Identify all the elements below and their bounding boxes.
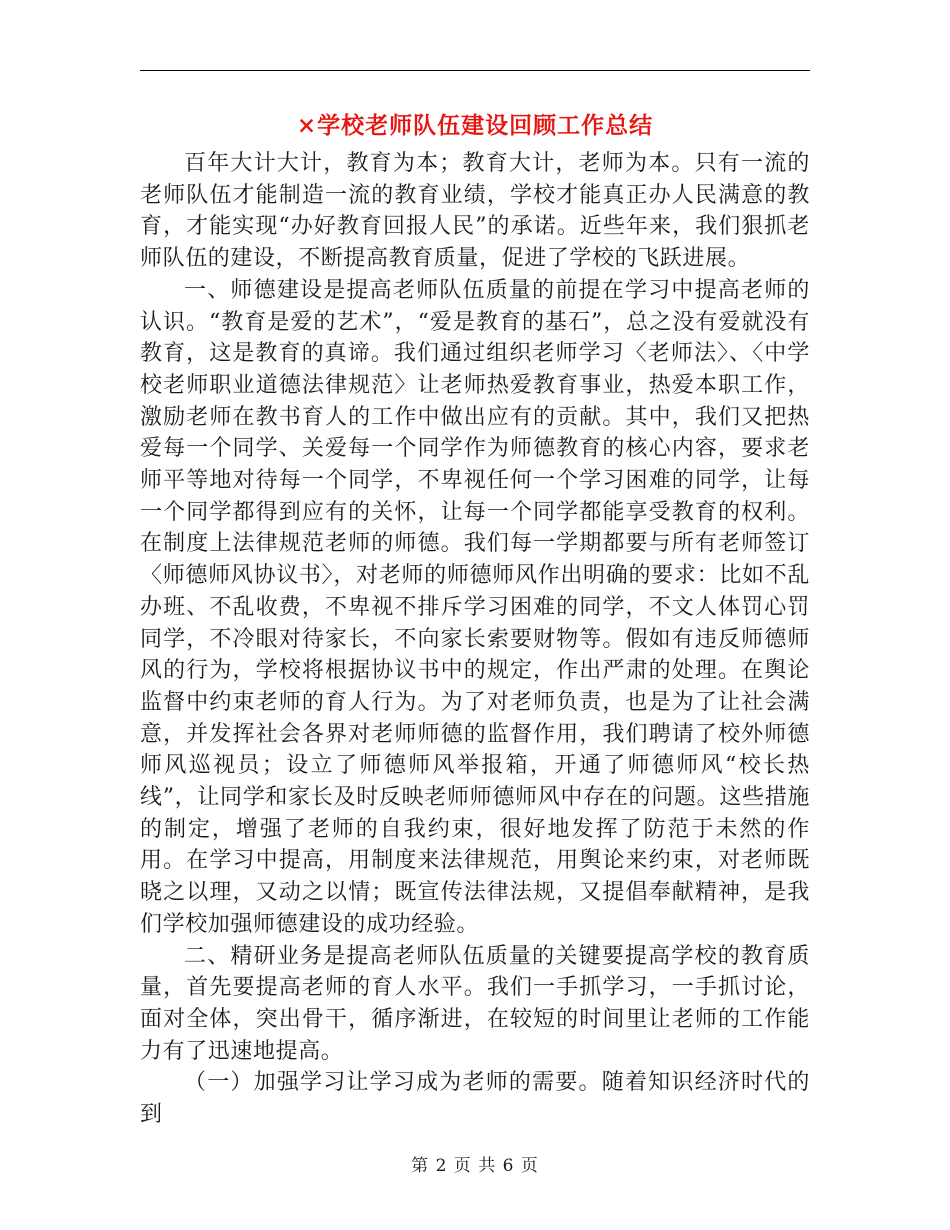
- document-body: [140, 148, 810, 1131]
- header-rule: [140, 70, 810, 71]
- paragraph-intro: 百年大计大计，教育为本；教育大计，老师为本。只有一流的老师队伍才能制造一流的教育业绩，学校才能真正办人民满意的教育，才能实现“办好教育回报人民”的承诺。近些年来，我们狠抓老师队伍的建设，不断提高教育质量，促进了学校的飞跃进展。: [140, 151, 810, 272]
- page-footer: 第 2 页 共 6 页: [411, 1156, 539, 1176]
- paragraph-section-1: 一、师德建设是提高老师队伍质量的前提在学习中提高老师的认识。“教育是爱的艺术”，“爱是教育的基石”，总之没有爱就没有教育，这是教育的真谛。我们通过组织老师学习〈老师法〉、〈中学校老师职业道德法律规范〉让老师热爱教育事业，热爱本职工作，激励老师在教书育人的工作中做出应有的贡献。其中，我们又把热爱每一个同学、关爱每一个同学作为师德教育的核心内容，要求老师平等地对待每一个同学，不卑视任何一个学习困难的同学，让每一个同学都得到应有的关怀，让每一个同学都能享受教育的权利。在制度上法律规范老师的师德。我们每一学期都要与所有老师签订〈师德师风协议书〉，对老师的师德师风作出明确的要求：比如不乱办班、不乱收费，不卑视不排斥学习困难的同学，不文人体罚心罚同学，不冷眼对待家长，不向家长索要财物等。假如有违反师德师风的行为，学校将根据协议书中的规定，作出严肃的处理。在舆论监督中约束老师的育人行为。为了对老师负责，也是为了让社会满意，并发挥社会各界对老师师德的监督作用，我们聘请了校外师德师风巡视员；设立了师德师风举报箱，开通了师德师风“校长热线”，让同学和家长及时反映老师师德师风中存在的问题。这些措施的制定，增强了老师的自我约束，很好地发挥了防范于未然的作用。在学习中提高，用制度来法律规范，用舆论来约束，对老师既晓之以理，又动之以情；既宣传法律法规，又提倡奉献精神，是我们学校加强师德建设的成功经验。: [140, 277, 810, 937]
- paragraph-section-2: 二、精研业务是提高老师队伍质量的关键要提高学校的教育质量，首先要提高老师的育人水平。我们一手抓学习，一手抓讨论，面对全体，突出骨干，循序渐进，在较短的时间里让老师的工作能力有了迅速地提高。: [140, 943, 810, 1064]
- paragraph-subsection-1: （一）加强学习让学习成为老师的需要。随着知识经济时代的到: [140, 1070, 810, 1128]
- document-title: ×学校老师队伍建设回顾工作总结: [296, 112, 654, 139]
